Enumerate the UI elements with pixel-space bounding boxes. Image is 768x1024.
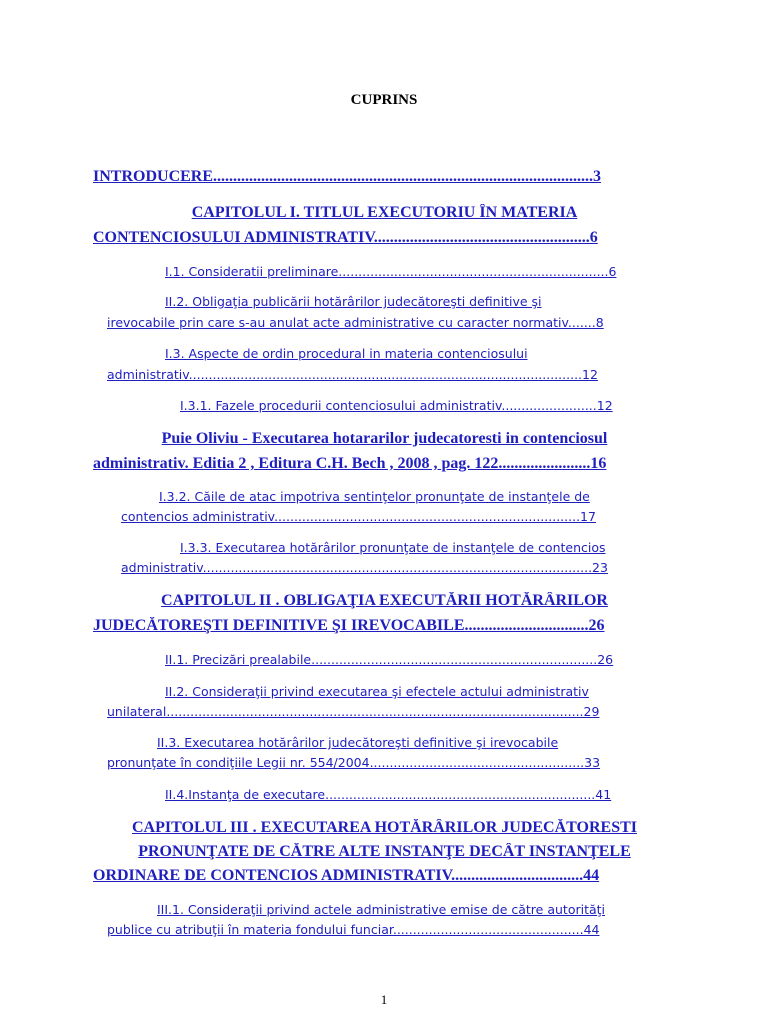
toc-entry-text: I.3. Aspecte de ordin procedural in materia contenciosului <box>165 346 528 361</box>
toc-entry-text: II.2. Obligaţia publicării hotărârilor judecătoreşti definitive şi <box>165 294 542 309</box>
toc-entry-text: Puie Oliviu - Executarea hotararilor judecatoresti in contenciosul <box>161 430 608 447</box>
toc-entry-text: I.3.3. Executarea hotărârilor pronunţate de instanţele de contencios <box>180 540 606 555</box>
toc-entry[interactable] <box>93 204 676 222</box>
toc-entry[interactable] <box>107 684 676 699</box>
toc-entry-text: administrativ...................................................................................................12 <box>107 367 598 382</box>
toc-entry[interactable] <box>107 704 676 719</box>
toc-entry-text: administrativ. Editia 2 , Editura C.H. Bech , 2008 , pag. 122.......................16 <box>93 455 607 472</box>
toc-entry-text: CAPITOLUL I. TITLUL EXECUTORIU ÎN MATERIA <box>191 204 578 221</box>
toc-entry[interactable] <box>107 755 676 770</box>
toc-entry[interactable] <box>107 787 676 802</box>
toc-entry-text: unilateral.........................................................................................................29 <box>107 704 600 719</box>
toc-entry[interactable] <box>93 617 676 635</box>
toc-entry[interactable] <box>93 455 676 473</box>
toc-entry-text: II.4.Instanţa de executare....................................................................41 <box>165 787 612 802</box>
toc-entry[interactable] <box>93 592 676 610</box>
toc-entry[interactable] <box>107 264 676 279</box>
toc-entry[interactable] <box>121 398 676 413</box>
toc-entry[interactable] <box>93 867 676 885</box>
toc-entry-text: contencios administrativ.............................................................................17 <box>121 509 596 524</box>
toc-entry-text: PRONUNŢATE DE CĂTRE ALTE INSTANŢE DECÂT INSTANŢELE <box>138 843 631 860</box>
toc-entry-text: III.1. Consideraţii privind actele administrative emise de către autorităţi <box>157 902 606 917</box>
toc-entry-text: JUDECĂTOREŞTI DEFINITIVE ŞI IREVOCABILE...............................26 <box>93 617 605 634</box>
toc-entry[interactable] <box>107 735 676 750</box>
toc-entry-text: CAPITOLUL III . EXECUTAREA HOTĂRÂRILOR JUDECĂTORESTI <box>132 819 637 836</box>
toc-entry-text: II.3. Executarea hotărârilor judecătoreşti definitive şi irevocabile <box>157 735 559 750</box>
toc-entry[interactable] <box>107 346 676 361</box>
toc-entry[interactable] <box>107 315 676 330</box>
toc-entry[interactable] <box>121 489 676 504</box>
toc-entry-text: pronunţate în condiţiile Legii nr. 554/2004......................................................33 <box>107 755 601 770</box>
toc-entry[interactable] <box>93 843 676 861</box>
toc-entry-text: II.1. Precizări prealabile........................................................................26 <box>165 652 614 667</box>
toc-entry[interactable] <box>121 560 676 575</box>
toc-entry[interactable] <box>93 168 676 186</box>
toc-entry-text: CAPITOLUL II . OBLIGAŢIA EXECUTĂRII HOTĂRÂRILOR <box>161 592 608 609</box>
toc-entry[interactable] <box>121 509 676 524</box>
toc-entry-text: I.3.1. Fazele procedurii contenciosului administrativ........................12 <box>180 398 613 413</box>
toc-entry-text: irevocabile prin care s-au anulat acte administrative cu caracter normativ.......8 <box>107 315 604 330</box>
toc-entry[interactable] <box>93 430 676 448</box>
toc-entry-text: publice cu atribuţii în materia fondului funciar................................................44 <box>107 922 600 937</box>
page-number: 1 <box>380 992 388 1007</box>
toc-entry[interactable] <box>107 922 676 937</box>
toc-entry[interactable] <box>121 540 676 555</box>
toc-entry[interactable] <box>107 294 676 309</box>
toc-entry-text: administrativ..................................................................................................23 <box>121 560 608 575</box>
toc-entry-text: I.3.2. Căile de atac impotriva sentinţelor pronunţate de instanţele de <box>159 489 590 504</box>
toc-entry[interactable] <box>93 229 676 247</box>
toc-entry[interactable] <box>107 652 676 667</box>
toc-entry-text: INTRODUCERE...............................................................................................3 <box>93 168 602 185</box>
toc-entry[interactable] <box>107 367 676 382</box>
toc-entry-text: CONTENCIOSULUI ADMINISTRATIV......................................................6 <box>93 229 598 246</box>
page-title: CUPRINS <box>350 92 418 108</box>
toc-entry-text: ORDINARE DE CONTENCIOS ADMINISTRATIV.................................44 <box>93 867 600 884</box>
toc-entry[interactable] <box>107 902 676 917</box>
toc-entry-text: II.2. Consideraţii privind executarea şi efectele actului administrativ <box>165 684 589 699</box>
toc-entry[interactable] <box>93 819 676 837</box>
toc-entry-text: I.1. Consideratii preliminare....................................................................6 <box>165 264 617 279</box>
